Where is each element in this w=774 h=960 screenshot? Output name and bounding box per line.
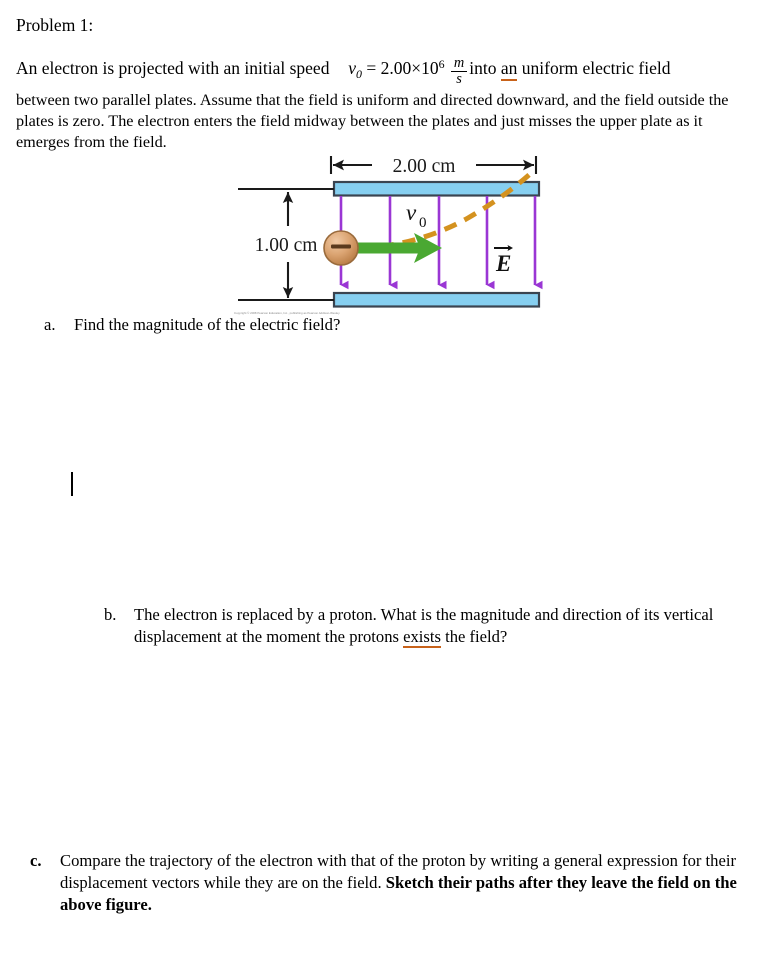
base-value: 10 [421,58,439,79]
efield-label: E [496,251,512,276]
unit-fraction [451,56,467,86]
velocity-subscript: 0 [355,66,362,81]
exponent-value: 6 [438,57,445,71]
question-c-text-normal: Compare the trajectory of the electron with that of the proton by writing a general expression for their displacement vectors while they are on the field. [60,851,736,892]
intro-body-paragraph: between two parallel plates. Assume that the field is uniform and directed downward, and the field outside the plates is zero. The electron enters the field midway between the plates and just misses the upper plate as it emerges from the field. [16,91,729,151]
question-marker-a: a. [44,315,56,334]
unit-numerator: m [453,54,465,71]
question-text-b [134,604,764,648]
bottom-plate [334,293,539,307]
unit-denominator: s [451,71,467,87]
figure-copyright: Copyright © 2008 Pearson Education, Inc., publishing as Pearson Addison-Wesley. [234,311,341,315]
page-title: Problem 1: [16,15,94,35]
velocity-label-subscript: 0 [419,215,427,231]
intro-equation-line [16,52,670,86]
times-sign: × [411,58,422,79]
question-c-text-bold: Sketch their paths after they leave the field on the above figure. [60,873,737,914]
question-item-c [30,850,750,916]
electron-charge [324,231,358,265]
question-b-text-after: the field? [440,627,508,646]
velocity-label: v [406,200,417,225]
question-marker-b: b. [104,605,117,624]
efield-label-group [494,245,513,276]
question-item-a [44,314,684,336]
question-item-b [104,604,764,648]
velocity-variable: v [348,58,356,79]
intro-text-part1: An electron is projected with an initial speed [16,58,330,79]
text-caret[interactable] [71,472,73,496]
question-text-a: Find the magnitude of the electric field? [74,315,341,334]
dimension-horizontal-label: 2.00 cm [392,156,456,177]
intro-text-part2: into [469,58,497,79]
question-b-text-before: The electron is replaced by a proton. What is the magnitude and direction of its vertical displacement at the moment the protons [134,605,714,646]
coefficient-value: 2.00 [380,58,412,79]
intro-text-part3: uniform electric field [521,58,671,79]
question-marker-c: c. [30,851,42,870]
parallel-plate-figure [230,148,560,320]
grammar-flagged-word: an [501,58,518,81]
spell-flagged-word: exists [403,627,441,646]
dimension-vertical-label: 1.00 cm [254,235,318,256]
equals-sign: = [366,58,377,79]
question-text-c [60,850,750,916]
